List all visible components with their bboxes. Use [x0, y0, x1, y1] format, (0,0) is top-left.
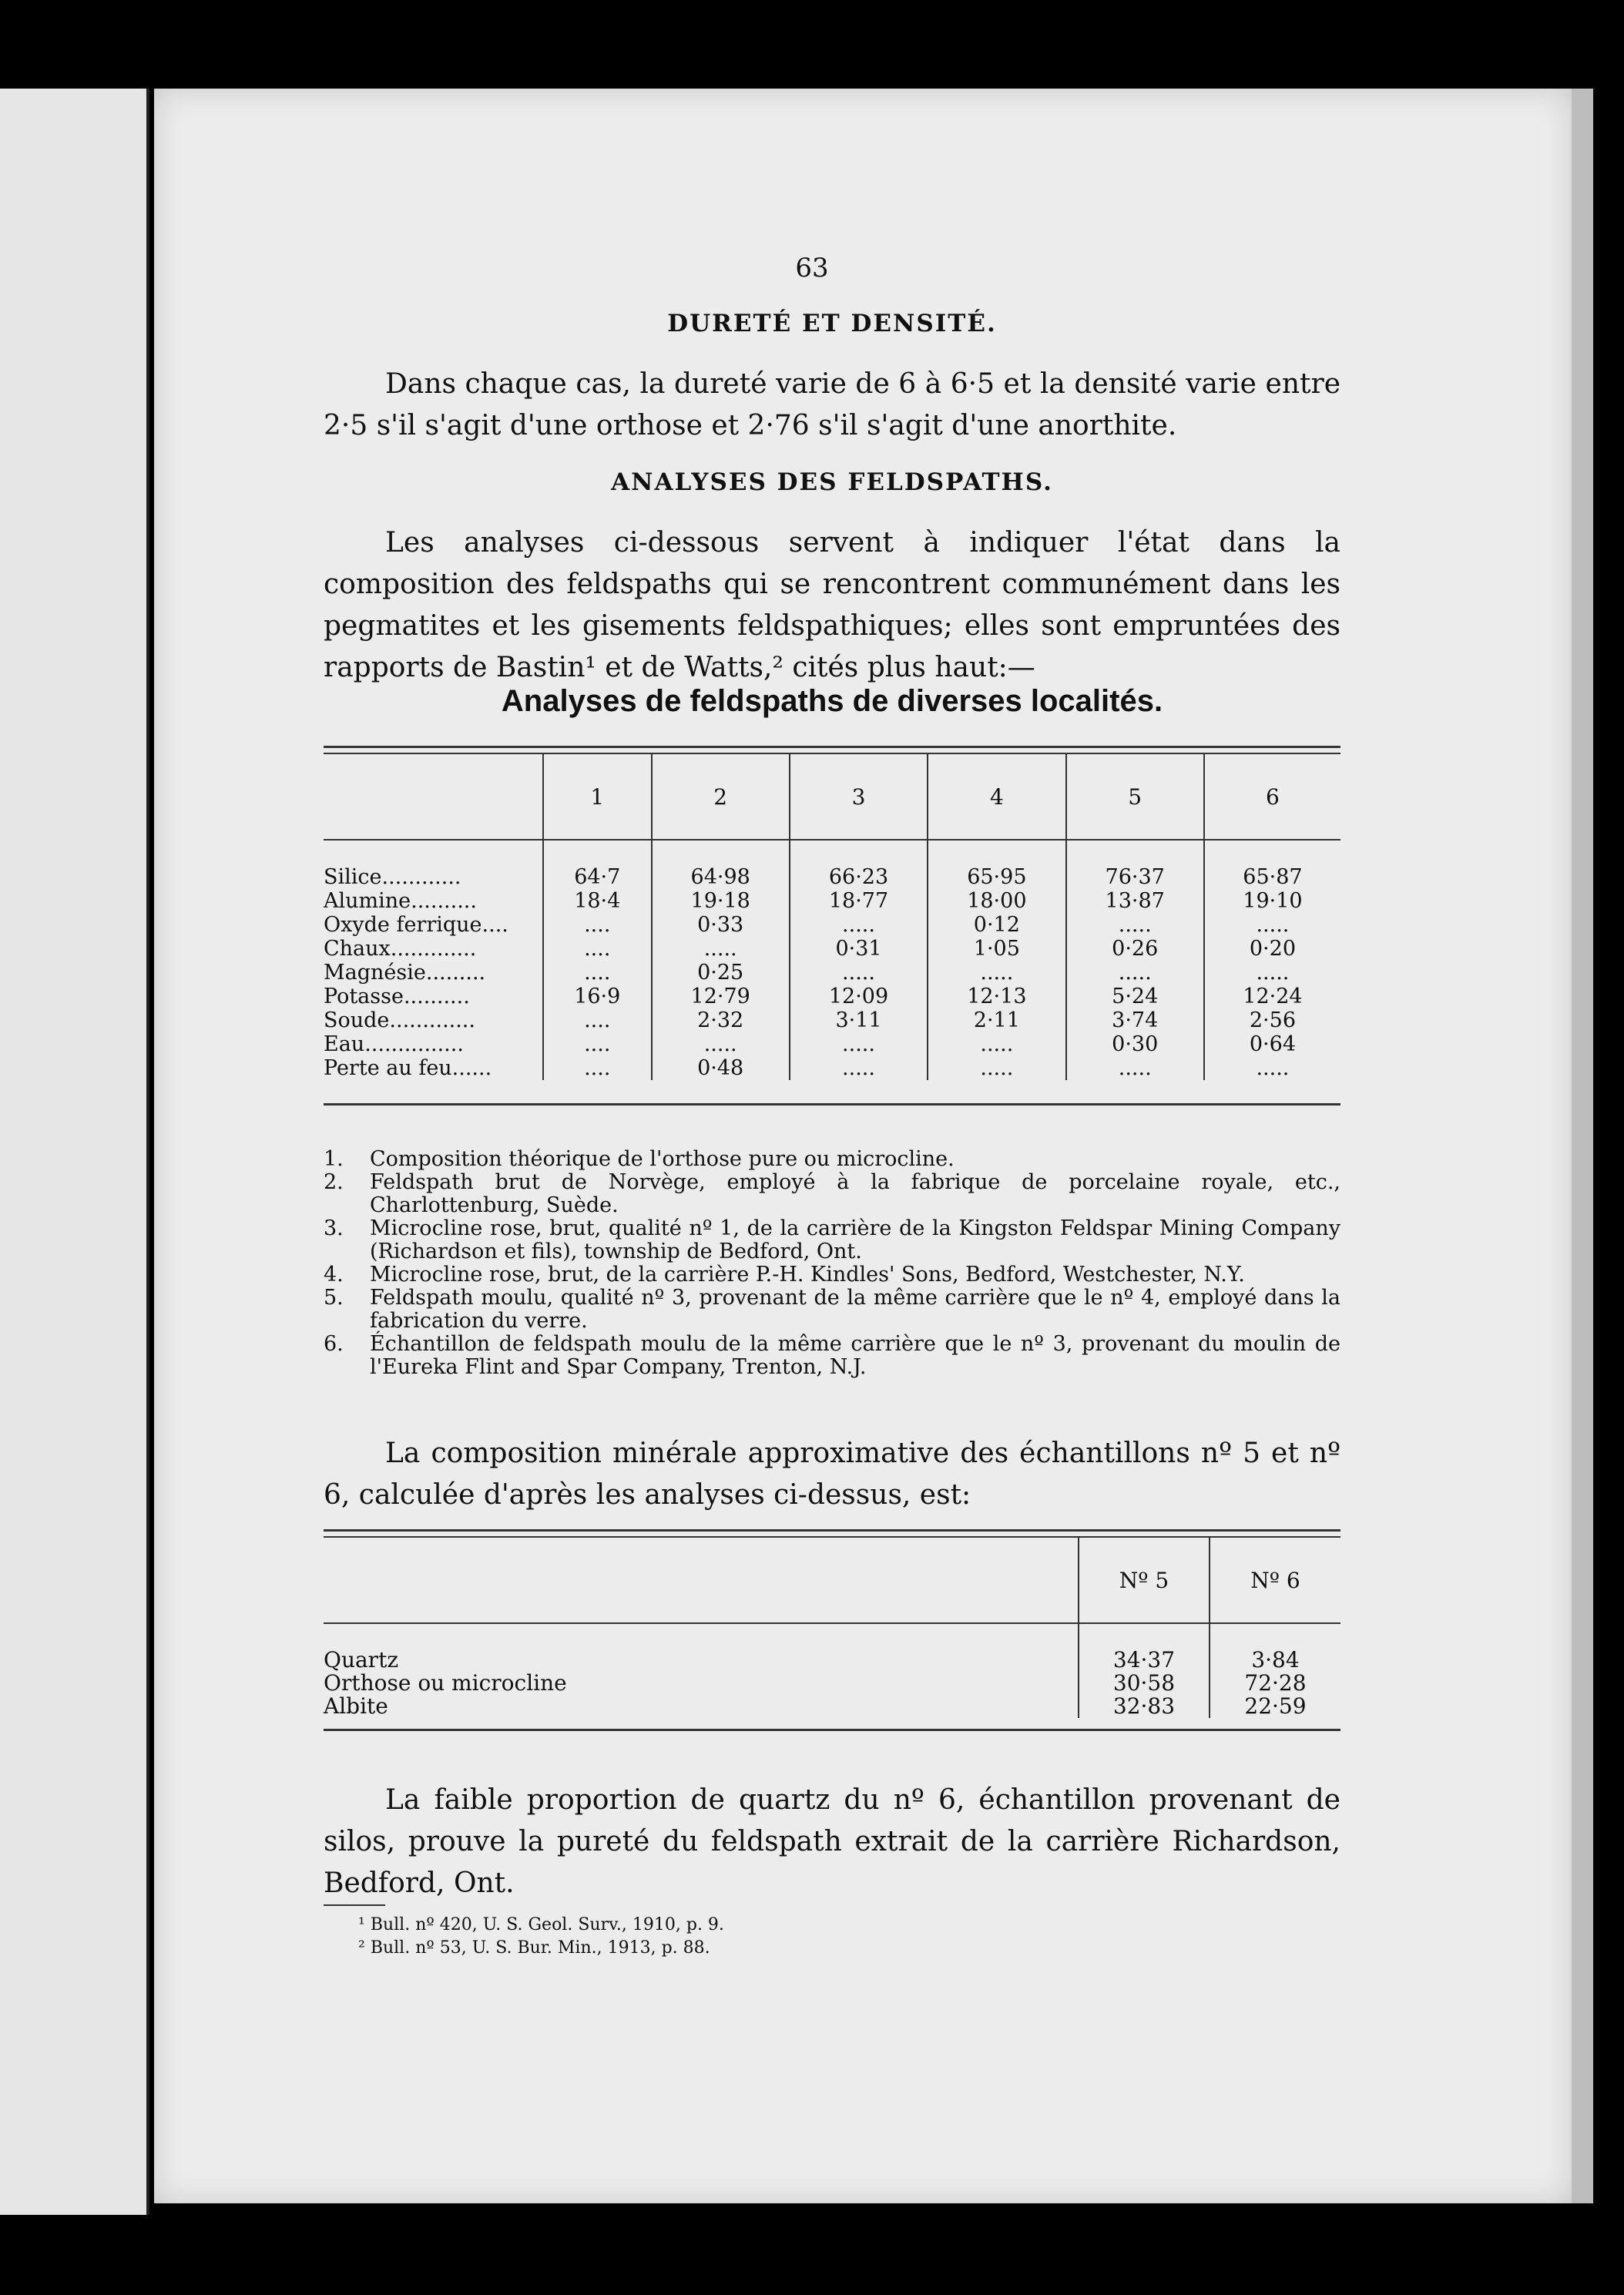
- table-cell: 19·10: [1204, 889, 1340, 913]
- note-text: Microcline rose, brut, qualité nº 1, de la carrière de la Kingston Feldspar Mining Company (Richardson et fils), township de Bedford, Ont.: [370, 1216, 1340, 1263]
- row-label: Eau...............: [324, 1032, 464, 1056]
- table-cell: ....: [543, 1056, 652, 1080]
- table-row: [324, 1623, 1340, 1672]
- row-label: Chaux.............: [324, 937, 477, 961]
- table-cell: .....: [928, 961, 1065, 985]
- table-cell: 0·12: [928, 913, 1065, 937]
- table-row: [324, 1032, 1340, 1056]
- table-row: [324, 1672, 1340, 1695]
- table-cell: 18·4: [543, 889, 652, 913]
- note-number: 6.: [324, 1332, 344, 1356]
- table-cell: 12·79: [652, 985, 790, 1008]
- analysis-table: [324, 746, 1340, 1106]
- table-cell: 12·13: [928, 985, 1065, 1008]
- table-cell: 18·00: [928, 889, 1065, 913]
- note-item: [324, 1263, 1340, 1287]
- table-cell: 0·20: [1204, 937, 1340, 961]
- table-cell: .....: [1204, 1056, 1340, 1080]
- table-cell: 12·24: [1204, 985, 1340, 1008]
- table-cell: 2·11: [928, 1008, 1065, 1032]
- table-cell: 32·83: [1079, 1695, 1210, 1718]
- note-number: 4.: [324, 1263, 344, 1287]
- table-cell: 65·95: [928, 840, 1065, 889]
- note-number: 2.: [324, 1170, 344, 1194]
- table-cell: 16·9: [543, 985, 652, 1008]
- composition-bottom-rule: [324, 1729, 1340, 1731]
- analysis-table-title: Analyses de feldspaths de diverses localités.: [501, 684, 1163, 718]
- footnote: ² Bull. nº 53, U. S. Bur. Min., 1913, p. 88.: [358, 1938, 710, 1958]
- table-cell: 0·64: [1204, 1032, 1340, 1056]
- note-item: [324, 1217, 1340, 1263]
- table-cell: .....: [928, 1032, 1065, 1056]
- note-number: 5.: [324, 1286, 344, 1310]
- table-row: [324, 1008, 1340, 1032]
- table-cell: .....: [652, 937, 790, 961]
- table-cell: .....: [652, 1032, 790, 1056]
- table-cell: 5·24: [1066, 985, 1204, 1008]
- table-cell: 76·37: [1066, 840, 1204, 889]
- column-header: 3: [790, 754, 928, 840]
- note-item: [324, 1333, 1340, 1379]
- table-cell: 0·26: [1066, 937, 1204, 961]
- note-item: [324, 1148, 1340, 1171]
- table-cell: 3·11: [790, 1008, 928, 1032]
- note-text: Feldspath moulu, qualité nº 3, provenant de la même carrière que le nº 4, employé dans la fabrication du verre.: [370, 1286, 1340, 1333]
- table-cell: 18·77: [790, 889, 928, 913]
- note-number: 3.: [324, 1216, 344, 1240]
- table-cell: 64·98: [652, 840, 790, 889]
- table-row: [324, 961, 1340, 985]
- paragraph-analyses: Les analyses ci-dessous servent à indiquer l'état dans la composition des feldspaths qui se rencontrent communément dans les pegmatites et les gisements feldspathiques; elles sont empruntées des rapports de Bastin¹ et de Watts,² cités plus haut:—: [324, 527, 1340, 683]
- table-cell: .....: [790, 961, 928, 985]
- row-label: Soude.............: [324, 1008, 475, 1032]
- conclusion-paragraph: La faible proportion de quartz du nº 6, échantillon provenant de silos, prouve la pureté du feldspath extrait de la carrière Richardson, Bedford, Ont.: [324, 1784, 1340, 1899]
- table-cell: .....: [1066, 913, 1204, 937]
- table-cell: .....: [928, 1056, 1065, 1080]
- table-row: [324, 937, 1340, 961]
- footnote: ¹ Bull. nº 420, U. S. Geol. Surv., 1910, p. 9.: [358, 1915, 724, 1934]
- table-cell: 22·59: [1210, 1695, 1340, 1718]
- row-label: Silice............: [324, 865, 461, 889]
- table-cell: .....: [1066, 1056, 1204, 1080]
- row-label: Albite: [324, 1693, 388, 1719]
- table-cell: 66·23: [790, 840, 928, 889]
- note-number: 1.: [324, 1147, 344, 1171]
- composition-table: [324, 1529, 1340, 1731]
- analysis-header-row: [324, 754, 1340, 840]
- heading-analyses: ANALYSES DES FELDSPATHS.: [611, 468, 1053, 496]
- table-cell: .....: [790, 1032, 928, 1056]
- previous-page-edge: [0, 89, 149, 2215]
- note-text: Feldspath brut de Norvège, employé à la fabrique de porcelaine royale, etc., Charlottenburg, Suède.: [370, 1170, 1340, 1217]
- table-row: [324, 889, 1340, 913]
- table-cell: .....: [790, 913, 928, 937]
- table-cell: .....: [1204, 961, 1340, 985]
- table-cell: 0·31: [790, 937, 928, 961]
- column-header: 4: [928, 754, 1065, 840]
- note-text: Microcline rose, brut, de la carrière P.-H. Kindles' Sons, Bedford, Westchester, N.Y.: [370, 1263, 1245, 1287]
- column-header: 2: [652, 754, 790, 840]
- table-cell: 64·7: [543, 840, 652, 889]
- row-label: Oxyde ferrique....: [324, 913, 508, 937]
- row-label: Magnésie.........: [324, 961, 486, 985]
- paragraph-durete: Dans chaque cas, la dureté varie de 6 à 6·5 et la densité varie entre 2·5 s'il s'agit d'une orthose et 2·76 s'il s'agit d'une anorthite.: [324, 368, 1340, 441]
- table-row: [324, 985, 1340, 1008]
- table-bottom-rule: [324, 1103, 1340, 1106]
- table-row: [324, 1695, 1340, 1718]
- table-cell: .....: [790, 1056, 928, 1080]
- row-label: Alumine..........: [324, 889, 477, 913]
- row-label: Quartz: [324, 1647, 399, 1673]
- table-cell: 72·28: [1210, 1672, 1340, 1695]
- table-cell: 65·87: [1204, 840, 1340, 889]
- page-number: 63: [795, 253, 829, 284]
- table-cell: 19·18: [652, 889, 790, 913]
- note-text: Échantillon de feldspath moulu de la même carrière que le nº 3, provenant du moulin de l'Eureka Flint and Spar Company, Trenton, N.J.: [370, 1332, 1340, 1379]
- table-cell: .....: [1066, 961, 1204, 985]
- table-cell: 2·32: [652, 1008, 790, 1032]
- table-cell: 3·84: [1210, 1623, 1340, 1672]
- table-cell: 0·25: [652, 961, 790, 985]
- column-header: 6: [1204, 754, 1340, 840]
- column-header: Nº 6: [1210, 1538, 1340, 1623]
- footnote-block: [324, 1904, 1340, 1960]
- table-cell: 13·87: [1066, 889, 1204, 913]
- column-header: 5: [1066, 754, 1204, 840]
- table-row: [324, 840, 1340, 889]
- header-blank: [324, 1538, 1079, 1623]
- row-label: Perte au feu......: [324, 1056, 492, 1080]
- table-cell: 0·30: [1066, 1032, 1204, 1056]
- table-cell: 1·05: [928, 937, 1065, 961]
- heading-durete-densite: DURETÉ ET DENSITÉ.: [667, 310, 997, 337]
- row-label: Orthose ou microcline: [324, 1670, 567, 1696]
- note-text: Composition théorique de l'orthose pure ou microcline.: [370, 1147, 955, 1171]
- table-cell: 0·48: [652, 1056, 790, 1080]
- table-cell: .....: [1204, 913, 1340, 937]
- table-cell: 12·09: [790, 985, 928, 1008]
- table-top-rule: [324, 746, 1340, 754]
- table-cell: 2·56: [1204, 1008, 1340, 1032]
- composition-intro: La composition minérale approximative des échantillons nº 5 et nº 6, calculée d'après les analyses ci-dessus, est:: [324, 1438, 1340, 1511]
- note-item: [324, 1287, 1340, 1333]
- row-label: Potasse..........: [324, 985, 470, 1008]
- header-blank: [324, 754, 543, 840]
- composition-top-rule: [324, 1529, 1340, 1538]
- table-cell: 0·33: [652, 913, 790, 937]
- column-header: 1: [543, 754, 652, 840]
- table-row: [324, 913, 1340, 937]
- table-notes: [324, 1148, 1340, 1379]
- table-row: [324, 1056, 1340, 1080]
- table-cell: ....: [543, 1032, 652, 1056]
- column-header: Nº 5: [1079, 1538, 1210, 1623]
- table-cell: ....: [543, 913, 652, 937]
- table-cell: 30·58: [1079, 1672, 1210, 1695]
- table-cell: ....: [543, 961, 652, 985]
- table-cell: 34·37: [1079, 1623, 1210, 1672]
- table-cell: ....: [543, 1008, 652, 1032]
- table-cell: ....: [543, 937, 652, 961]
- table-cell: 3·74: [1066, 1008, 1204, 1032]
- footnote-rule: [324, 1904, 385, 1906]
- composition-header-row: [324, 1538, 1340, 1623]
- note-item: [324, 1171, 1340, 1217]
